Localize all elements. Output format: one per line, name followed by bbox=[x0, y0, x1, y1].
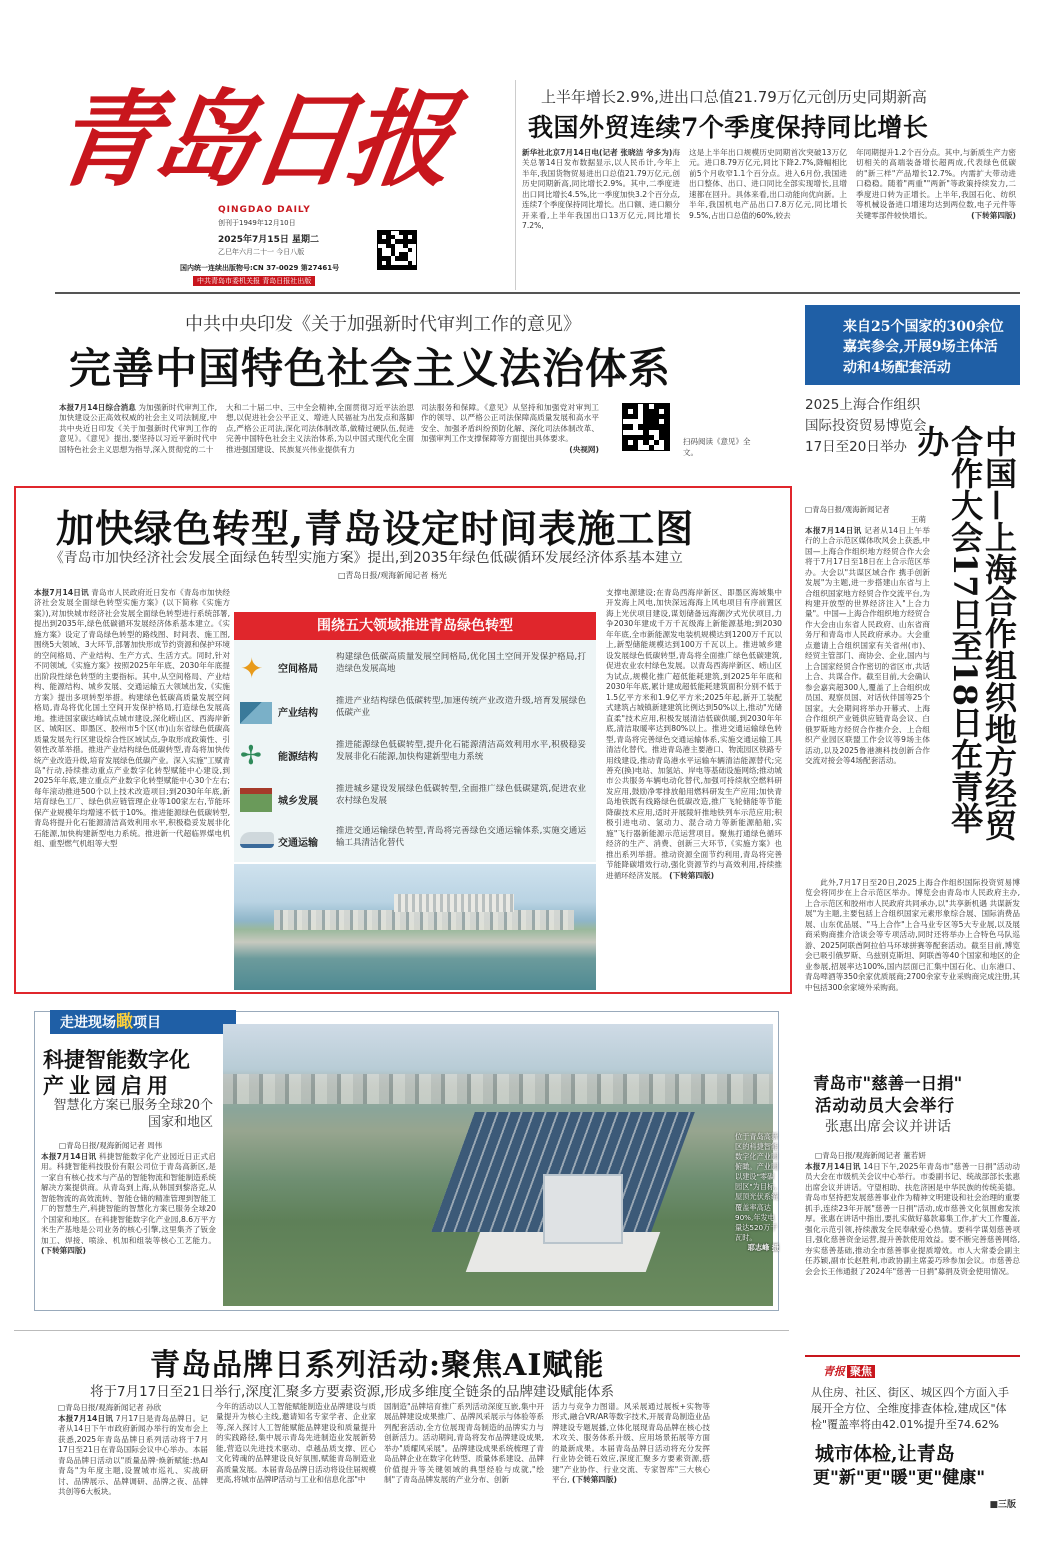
expo-byline: □青岛日报/观海新闻记者 bbox=[805, 505, 890, 514]
trade-col-1: 新华社北京7月14日电(记者 张晓洁 爷多为)海关总署14日发布数据显示,以人民币计,今年上半年,我国货物贸易进出口总值21.79万亿元,创历史同期新高,同比增长2.9%。其中,二季度进出口同比增长4.5%,比一季度加快3.2个百分点,连续7个季度保持同比增长。出口额、进口额分开来看,上半年我国出口13万亿元,同比增长7.2%, bbox=[522, 148, 680, 231]
green-headline[interactable]: 加快绿色转型,青岛设定时间表施工图 bbox=[56, 506, 695, 551]
trade-col-3: 年同期提升1.2个百分点。其中,与新质生产力密切相关的高端装备增长超两成,代表绿色低碳的"新三样"产品增长12.7%。内需扩大带动进口稳稳。随着"两重""两新"等政策持续发力,二季度进口转为正增长。上半年,我国石化、纺织等机械设备进口增速均达到两位数,电子元件等关键零部件较快增长。 (下转第四版) bbox=[856, 148, 1016, 220]
judicial-article bbox=[55, 300, 795, 480]
masthead-qr-code[interactable] bbox=[377, 230, 417, 270]
founded-date: 创刊于1949年12月10日 bbox=[218, 219, 296, 227]
map-icon: ✦ bbox=[240, 652, 264, 685]
judicial-continue: (央视网) bbox=[569, 444, 599, 454]
green-subtitle: 《青岛市加快经济社会发展全面绿色转型实施方案》提出,到2035年绿色低碳循环发展经济体系基本建立 bbox=[50, 550, 683, 566]
issue-date: 2025年7月15日 星期二 bbox=[218, 235, 319, 245]
kejie-continue[interactable]: (下转第四版) bbox=[41, 1246, 86, 1256]
green-transition-article bbox=[14, 486, 792, 994]
judicial-qr-code[interactable] bbox=[622, 403, 670, 451]
masthead bbox=[46, 78, 505, 290]
infographic-row: 城乡发展 推进城乡建设发展绿色低碳转型,全面推广绿色低碳建筑,促进农业农村绿色发展 bbox=[240, 782, 590, 822]
city-check-headline-1[interactable]: 城市体检,让青岛 bbox=[815, 1443, 955, 1465]
newspaper-logo: 青岛日报 bbox=[46, 78, 456, 201]
kejie-headline-1[interactable]: 科捷智能数字化 bbox=[43, 1047, 190, 1072]
green-byline: □青岛日报/观海新闻记者 杨光 bbox=[338, 571, 447, 580]
infographic-row: ✢ 能源结构 推进能源绿色低碳转型,提升化石能源清洁高效利用水平,积极稳妥发展非化石能源,加快构建新型电力系统 bbox=[240, 740, 586, 771]
expo-subtitle: 2025上海合作组织国际投资贸易博览会17日至20日举办 bbox=[805, 397, 927, 455]
green-continue[interactable]: (下转第四版) bbox=[669, 870, 715, 880]
field-visit-tag: 走进现场瞰项目 bbox=[50, 1010, 236, 1034]
kejie-subtitle: 智慧化方案已服务全球20个国家和地区 bbox=[53, 1098, 213, 1130]
trade-col-2: 这是上半年出口规模历史同期首次突破13万亿元。进口8.79万亿元,同比下降2.7%,降幅相比前5个月收窄1.1个百分点。进入6月份,我国进出口整体、出口、进口同比全部实现增长,且增速都在回升。具体来看,出口动能向优向新。上半年,我国机电产品出口7.8万亿元,同比增长9.5%,占出口总值的60%,较去 bbox=[689, 148, 847, 220]
charity-article bbox=[805, 1070, 1020, 1350]
sponsor: 中共青岛市委机关报 青岛日报社出版 bbox=[193, 276, 315, 286]
city-check-summary: 从住房、社区、街区、城区四个方面入手展开全方位、全维度排查体检,建成区"体检"覆盖率将由42.01%提升至74.62% bbox=[811, 1386, 1009, 1431]
brand-byline: □青岛日报/观海新闻记者 孙欣 bbox=[58, 1403, 162, 1412]
trade-headline[interactable]: 我国外贸连续7个季度保持同比增长 bbox=[528, 113, 929, 142]
kejie-text: 本报7月14日讯 科捷智能数字化产业园近日正式启用。科捷智能科技股份有限公司位于青岛高新区,是一家自有核心技术与产品的智能物流和智能制造系统解决方案提供商。从青岛到上海,从韩国到黎洛克,从智能物流的高效流转、智能仓储的精准管理到智能工厂的智慧生产,科捷智能的智慧化方案已服务全球20个国家和地区。在科捷智能数字化产业园,8.6万平方米生产基地是公司业务的核心引擎,这里集齐了钣金加工、焊接、喷涂、机加和组装等核心工艺能力。 (下转第四版) bbox=[41, 1152, 216, 1256]
shanghai-coop-banner[interactable] bbox=[805, 305, 1020, 385]
charity-byline: □青岛日报/观海新闻记者 董若妍 bbox=[815, 1151, 926, 1160]
train-icon bbox=[240, 832, 274, 848]
wind-turbine-icon: ✢ bbox=[240, 741, 262, 771]
judicial-qr-caption: 扫码阅读《意见》全文。 bbox=[683, 437, 751, 457]
expo-article bbox=[805, 395, 1020, 1055]
expo-text-2: 此外,7月17日至20日,2025上海合作组织国际投资贸易博览会将同步在上合示范区举办。博览会由青岛市人民政府主办,上合示范区和胶州市人民政府共同承办,以"共享新机遇 共谋新发展"为主题,主要包括上合组织国家元素形象综合展、国际消费品展、山东优品展、"马上合作"上合马业专区等5大专业展,以及展商采购商推介洽谈会等专项活动,同时还将举办上合特色马队巡游、2025阿联酋阿拉伯马环球拼赛等配套活动。截至目前,博览会已吸引俄罗斯、乌兹别克斯坦、阿联酋等40个国家和地区的企业参展,招展率达100%,国内层面已汇集中国石化、山东港口、青岛啤酒等350余家优质展商;2700余家专业采购商完成注册,其中包括300余家境外采购商。 bbox=[805, 878, 1020, 992]
cn-number: 国内统一连续出版物号:CN 37-0029 第27461号 bbox=[180, 264, 340, 272]
judicial-col-3: 司法服务和保障。《意见》从坚持和加强党对审判工作的领导、以严格公正司法保障高质量发展和高水平安全、加强矛盾纠纷预防化解、深化司法体制改革、加强审判工作支撑保障等方面提出具体要求。 (央视网) bbox=[421, 403, 599, 454]
kejie-article bbox=[34, 1011, 779, 1311]
brand-col-3: 国制造"品牌培育推广系列活动深度互嵌,集中开展品牌建设成果推广、品牌风采展示与体验等系列配套活动,全方位展现青岛制造的品牌实力与创新活力。活动期间,青岛将发布品牌建设成果,举办"质耀风采展"。品牌建设成果系统梳理了青岛品牌企业在数字化转型、质量体系建设、品牌价值提升等关键领域的典型经验与成就,"绘制"了青岛品牌发展的产业分布、创新 bbox=[384, 1402, 544, 1485]
charity-subtitle: 张惠出席会议并讲话 bbox=[825, 1119, 951, 1135]
green-infographic bbox=[234, 612, 596, 862]
judicial-headline[interactable]: 完善中国特色社会主义法治体系 bbox=[69, 344, 672, 393]
city-check-teaser[interactable] bbox=[805, 1355, 1020, 1535]
expo-headline[interactable]: 中国—上海合作组织地方经贸合作大会17日至18日在青举办 bbox=[912, 425, 1018, 841]
house-icon bbox=[240, 788, 272, 812]
factory-icon bbox=[240, 702, 272, 724]
city-check-headline-2[interactable]: 更"新"更"暖"更"健康" bbox=[813, 1468, 986, 1488]
charity-text: 本报7月14日讯 14日下午,2025年青岛市"慈善一日捐"活动动员大会在市级机关会议中心举行。市委副书记、统战部部长张惠出席会议并讲话。守望相助、扶危济困是中华民族的传统美德。青岛市坚持把发展慈善事业作为精神文明建设和社会治理的重要抓手,连续23年开展"慈善一日捐"活动,成市慈善文化氛围愈发浓厚。张惠在讲话中指出,要扎实做好募款募集工作,扩大工作覆盖,强化示范引领,持续激发全民奉献爱心热情。要科学谋划慈善项目,强化慈善资金运营,提升善款使用效益。要不断完善慈善网络,夯实慈善基础,推动全市慈善事业提质增效。市人大常委会副主任苏颖,副市长赵胜利,市政协副主席姜巧珍参加会议。市慈善总会会长王伟通报了2024年"慈善一日捐"募捐及资金使用情况。 bbox=[805, 1162, 1020, 1276]
brand-col-4: 活力与竞争力图谱。风采展通过展板+实物等形式,融合VR/AR等数字技术,开展青岛制造业品牌建设专题展播,立体化展现青岛品牌在核心技术攻关、服务体系升级、应用场景拓展等方面的最新成果。本届青岛品牌日活动将充分发挥行业协会链石效应,深度汇聚多方要素资源,搭建"产业协作、行业交流、专家智库"三大核心平台, (下转第四版) bbox=[552, 1402, 710, 1485]
banner-text: 来自25个国家的300余位嘉宾参会,开展9场主体活动和4场配套活动 bbox=[843, 319, 1004, 376]
focus-tag: 青报 聚焦 bbox=[823, 1363, 875, 1379]
charity-headline-1[interactable]: 青岛市"慈善一日捐" bbox=[813, 1074, 963, 1093]
charity-headline-2[interactable]: 活动动员大会举行 bbox=[815, 1096, 955, 1115]
coastal-city-photo bbox=[234, 864, 596, 990]
trade-subtitle: 上半年增长2.9%,进出口总值21.79万亿元创历史同期新高 bbox=[541, 88, 927, 106]
expo-text-1: □青岛日报/观海新闻记者 王萌 本报7月14日讯 记者从14日上午举行的上合示范区媒体吹风会上获悉,中国—上海合作组织地方经贸合作大会将于7月17日至18日在上合示范区举办。大会以"共谋区域合作 携手创新发展"为主题,进一步搭建山东省与上合组织国家地方经贸合作交流平台,为构建开放型的世界经济注入"上合力量"。中国—上海合作组织地方经贸合作大会由山东省人民政府、山东省商务厅和青岛市人民政府承办。大会重点邀请上合组织国家有关省州(市)、经贸主管部门、商协会、企业,国内与上合国家经贸合作密切的省区市,共话上合、共谋合作。截至目前,大会确认参会嘉宾超300人,覆盖了上合组织成员国、观察员国、对话伙伴国等25个国家。大会期间将举办开幕式、上海合作组织产业链供应链青岛会议、白俄罗斯地方经贸合作推介会、上合组织产业园区联盟工作会议等9场主体活动,以及2025鲁港澳科技创新合作交流对接会等4场配套活动。 bbox=[805, 505, 930, 765]
industrial-park-photo bbox=[223, 1024, 773, 1306]
infographic-row: 交通运输 推进交通运输绿色转型,青岛将完善绿色交通运输体系,实施交通运输工具清洁化替代 bbox=[240, 824, 590, 862]
trade-article bbox=[515, 80, 1020, 290]
trade-continue[interactable]: (下转第四版) bbox=[971, 210, 1016, 220]
lunar-date: 乙巳年六月二十一 今日八版 bbox=[218, 248, 305, 256]
kejie-headline-2[interactable]: 产业园启用 bbox=[43, 1073, 173, 1098]
brand-col-1: 本报7月14日讯 7月17日是青岛品牌日。记者从14日下午市政府新闻办举行的发布会上获悉,2025年青岛品牌日系列活动将于7月17日至21日在青岛国际会议中心举办。本届青岛品牌日活动以"质量品牌·焕新赋能:热AI青岛"为年度主题,设置城市巡礼、实战研讨、品牌展示、品牌调研、品牌之夜、品牌共创等6大板块。 bbox=[58, 1414, 208, 1497]
brand-subtitle: 将于7月17日至21日举行,深度汇聚多方要素资源,形成多维度全链条的品牌建设赋能体系 bbox=[90, 1384, 615, 1400]
english-name: QINGDAO DAILY bbox=[218, 205, 311, 215]
green-col-1: 本报7月14日讯 青岛市人民政府近日发布《青岛市加快经济社会发展全面绿色转型实施方案》(以下简称《实施方案》),对加快城市经济社会发展全面绿色转型进行系统部署,提出到2035年,绿色低碳循环发展经济体系基本建立。《实施方案》设定了青岛绿色转型的路线图、时间表、施工图,围绕5大领域、3大环节,部署加快形成节约资源和保护环境的空间格局、产业结构、生产方式、生活方式。同时,针对不同领域,《实施方案》按照2025年年底、2030年年底提出阶段性绿色转型的主要指标。其中,从空间格局、产业结构、能源结构、城乡发展、交通运输五大领域出发,《实施方案》提出多项转型举措。构建绿色低碳高质量发展空间格局,青岛将优化国土空间开发保护格局,打造绿色发展高地。推进国家碳达峰试点城市建设,深化崂山区、西海岸新区、城阳区、即墨区、胶州市5个区(市)山东省绿色低碳高质量发展先行区建设综合性区域试点,争取形成政策性、引领性改革举措。推进产业结构绿色低碳转型,青岛将加快传统产业改造升级,培育发展绿色低碳产业。深入实施"工赋青岛"行动,持续推动重点产业数字化转型赋能中心建设,到2025年年底,建立重点产业数字化转型赋能中心30个左右;每年滚动推进500个以上技术改造项目;到2030年年底,新培育绿色工厂、绿色供应链管理企业等100家左右,节能环保产业规模年均增速不低于10%。推进能源绿色低碳转型,青岛将提升化石能源清洁高效利用水平,积极稳妥发展非化石能源,加快构建新型电力系统。推进新一代超临界煤电机组、重型燃气机组等大型 bbox=[34, 588, 230, 849]
trade-lead: 新华社北京7月14日电(记者 张晓洁 爷多为) bbox=[522, 148, 673, 157]
brand-col-2: 今年的活动以人工智能赋能制造业品牌建设与质量提升为核心主线,邀请知名专家学者、企业家等,深入探讨人工智能赋能品牌建设和质量提升的实践路径,集中展示青岛先进制造业发展新势能,营造以先进技术驱动、卓越品质支撑、匠心文化铸魂的品牌建设良好氛围,赋能青岛制造业高质量发展。本届青岛品牌日活动将设住届规模更高,将城市品牌IP活动与工业和信息化部"中 bbox=[216, 1402, 376, 1485]
judicial-col-2: 大和二十届二中、三中全会精神,全面贯彻习近平法治思想,以促进社会公平正义、增进人民福祉为出发点和落脚点,严格公正司法,深化司法体制改革,做精过硬队伍,促进完善中国特色社会主义法治体系,为以中国式现代化全面推进强国建设、民族复兴伟业提供有力 bbox=[226, 403, 414, 454]
see-page-three[interactable]: ■三版 bbox=[989, 1500, 1016, 1510]
brand-day-article bbox=[50, 1336, 795, 1536]
kejie-byline: □青岛日报/观海新闻记者 周伟 bbox=[59, 1141, 163, 1150]
judicial-col-1: 本报7月14日综合消息 为加强新时代审判工作,加快建设公正高效权威的社会主义司法制度,中共中央近日印发《关于加强新时代审判工作的意见》。《意见》提出,要坚持以习近平新时代中国特色社会主义思想为指导,深入贯彻党的二十 bbox=[59, 403, 217, 454]
brand-headline[interactable]: 青岛品牌日系列活动:聚焦AI赋能 bbox=[150, 1348, 605, 1383]
judicial-subtitle: 中共中央印发《关于加强新时代审判工作的意见》 bbox=[185, 314, 581, 335]
brand-continue[interactable]: (下转第四版) bbox=[572, 1475, 617, 1485]
infographic-row: 产业结构 推进产业结构绿色低碳转型,加速传统产业改造升级,培育发展绿色低碳产业 bbox=[240, 694, 590, 734]
green-col-3: 支撑电源建设;在青岛西海岸新区、即墨区海域集中开发海上风电,加快深远海海上风电项目有序前置区海上光伏项目建设,谋划储备远海潮汐式光伏项目,力争2030年建成千万千瓦级海上新能源基地;到2030年年底,全市新能源发电装机规模达到1200万千瓦以上,新型储能规模达到100万千瓦以上。推进城乡建设发展绿色低碳转型,青岛将全面推广绿色低碳建筑,促进农业农村绿色发展。以青岛西海岸新区、崂山区为试点,规模化推广超低能耗建筑,到2025年年底和2030年年底,累计建成超低能耗建筑面积分别不低于1.5亿平方米和1.9亿平方米;2025年起,新开工装配式建筑占城镇新建建筑比例达到50%以上,推动"光储直柔"技术应用,积极发展清洁低碳供暖,到2030年年底,清洁取暖率达到80%以上。推进交通运输绿色转型,青岛将完善绿色交通运输体系,实施交通运输工具清洁化替代。推进青岛港主要港口、物流园区铁路专用线建设,推动青岛港水平运输车辆清洁能源替代;完善充(换)电站、加氢站、岸电等基础设施网络;推动城市公共服务车辆电动化替代,加强可持续航空燃料研发应用,鼓励净零排放船用燃料研发生产应用;加快青岛地铁既有线路绿色低碳改造,推广飞轮储能等节能降碳技术应用,适时开展陵轩推地铁列车示范应用;积极引进电动、氢动力、混合动力等新能源船舶,实施"飞行器新能源示范运营项目。聚焦打通绿色循环经济的生产、消费、创新三大环节,《实施方案》也推出系列举措。推动资源全面节约利用,青岛将完善节能降碳增效行动,强化资源节约与高效利用,持续推进循环经济发展。 (下转第四版) bbox=[606, 588, 782, 880]
kejie-caption: 位于青岛高新区的科捷智能数字化产业园俯瞰。产业园以建设"零碳园区"为目标,屋顶光伏系统覆盖率高达90%,年发电量达520万千瓦时。 耶志峰 摄 bbox=[735, 1132, 779, 1252]
infographic-row: ✦ 空间格局 构建绿色低碳高质量发展空间格局,优化国土空间开发保护格局,打造绿色发展高地 bbox=[240, 652, 586, 685]
infographic-title: 围绕五大领域推进青岛绿色转型 bbox=[234, 612, 596, 640]
